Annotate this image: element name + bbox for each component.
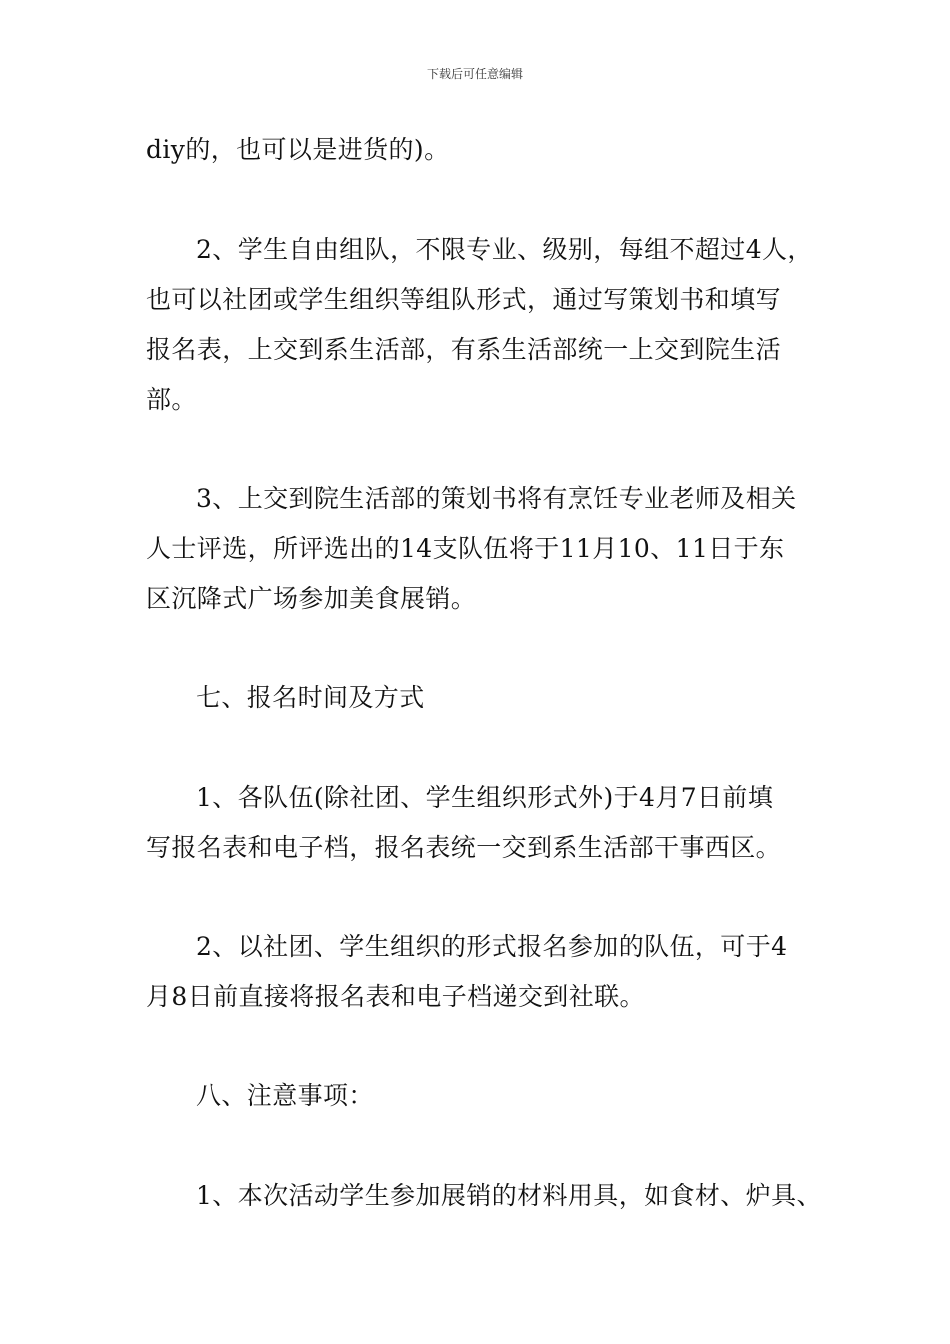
page-header: 下载后可任意编辑 — [426, 67, 523, 81]
paragraph-line: 1、各队伍(除社团、学生组织形式外)于4月7日前填 — [196, 783, 774, 812]
paragraph-line: 月8日前直接将报名表和电子档递交到社联。 — [146, 982, 645, 1011]
section-heading: 八、注意事项： — [196, 1081, 374, 1110]
paragraph-line: 2、学生自由组队，不限专业、级别，每组不超过4人， — [196, 235, 813, 264]
paragraph-line: 人士评选，所评选出的14支队伍将于11月10、11日于东 — [146, 534, 785, 563]
section-heading: 七、报名时间及方式 — [196, 683, 425, 712]
paragraph-line: 3、上交到院生活部的策划书将有烹饪专业老师及相关 — [196, 484, 797, 513]
paragraph-line: 区沉降式广场参加美食展销。 — [146, 584, 477, 613]
paragraph-line: 报名表，上交到系生活部，有系生活部统一上交到院生活 — [146, 335, 782, 364]
paragraph-line: 2、以社团、学生组织的形式报名参加的队伍，可于4 — [196, 932, 788, 961]
paragraph-line: 写报名表和电子档，报名表统一交到系生活部干事西区。 — [146, 833, 782, 862]
paragraph-line: 1、本次活动学生参加展销的材料用具，如食材、炉具、 — [196, 1181, 822, 1210]
paragraph-line: 部。 — [146, 385, 197, 414]
paragraph-line: diy的，也可以是进货的)。 — [146, 135, 450, 164]
paragraph-line: 也可以社团或学生组织等组队形式，通过写策划书和填写 — [146, 285, 782, 314]
